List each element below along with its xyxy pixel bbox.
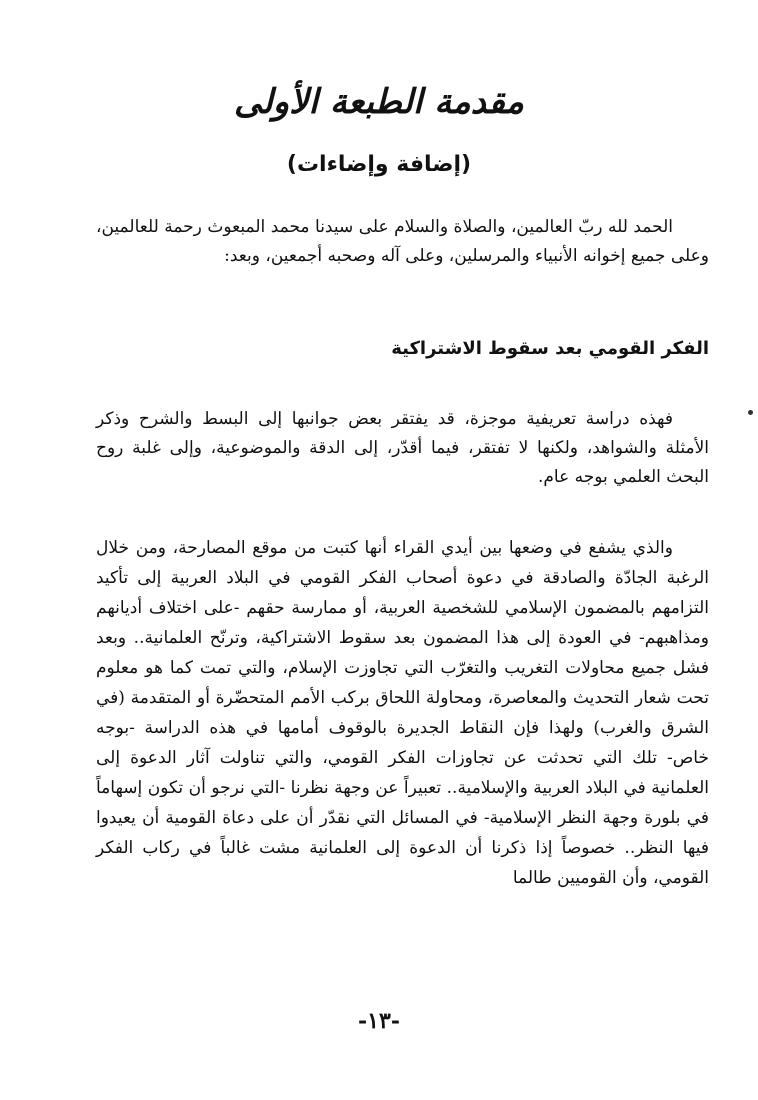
paragraph-3 [96,533,709,893]
paragraph-2 [96,405,709,492]
page-subtitle: (إضافة وإضاءات) [286,152,472,177]
paragraph-2-text: فهذه دراسة تعريفية موجزة، قد يفتقر بعض جوانبها إلى البسط والشرح وذكر الأمثلة والشواهد، ولكنها لا تفتقر، فيما أقدّر، إلى الدقة والموضوعية، وإلى غلبة روح البحث العلمي بوجه عام. [96,409,709,487]
intro-paragraph-text: الحمد لله ربّ العالمين، والصلاة والسلام على سيدنا محمد المبعوث رحمة للعالمين، وعلى جميع إخوانه الأنبياء والمرسلين، وعلى آله وصحبه أجمعين، وبعد: [96,217,709,266]
margin-mark [748,410,753,415]
page-number: -١٣- [358,1008,400,1034]
intro-paragraph [96,213,709,271]
section-heading: الفكر القومي بعد سقوط الاشتراكية [391,338,709,359]
page-title: مقدمة الطبعة الأولى [234,82,524,122]
paragraph-3-text: والذي يشفع في وضعها بين أيدي القراء أنها كتبت من موقع المصارحة، ومن خلال الرغبة الجادّة والصادقة في دعوة أصحاب الفكر القومي في البلاد العربية إلى تأكيد التزامهم بالمضمون الإسلامي للشخصية العربية، أو ممارسة حقهم -على اختلاف أديانهم ومذاهبهم- في العودة إلى هذا المضمون بعد سقوط الاشتراكية، وترنّح العلمانية.. وبعد فشل جميع محاولات التغريب والتغرّب التي تجاوزت الإسلام، والتي تمت كما هو معلوم تحت شعار التحديث والمعاصرة، ومحاولة اللحاق بركب الأمم المتحضّرة أو المتقدمة (في الشرق والغرب) ولهذا فإن النقاط الجديرة بالوقوف أمامها في هذه الدراسة -بوجه خاص- تلك التي تحدثت عن تجاوزات الفكر القومي، والتي تناولت آثار الدعوة إلى العلمانية في البلاد العربية والإسلامية.. تعبيراً عن وجهة نظرنا -التي نرجو أن تكون إسهاماً في بلورة وجهة النظر الإسلامية- في المسائل التي نقدّر أن على دعاة القومية أن يعيدوا فيها النظر.. خصوصاً إذا ذكرنا أن الدعوة إلى العلمانية مشت غالباً في ركاب الفكر القومي، وأن القوميين طالما [96,538,709,888]
